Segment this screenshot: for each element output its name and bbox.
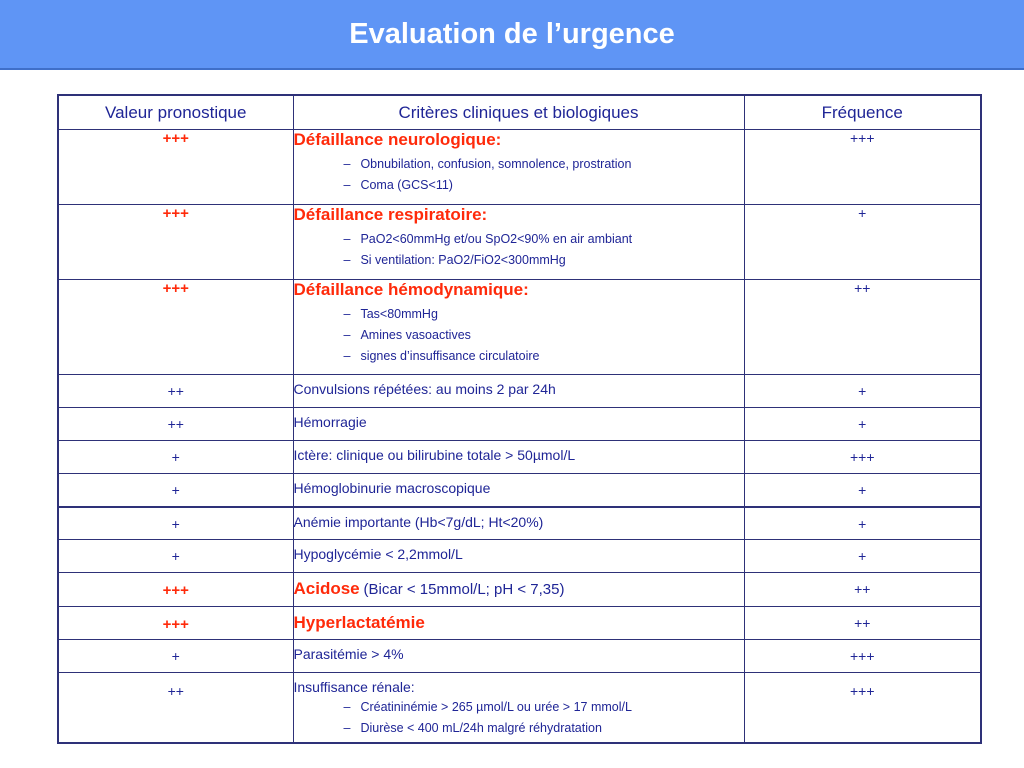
criterion-title: Insuffisance rénale:: [293, 679, 415, 695]
table-row: [58, 474, 981, 507]
level-cell: +++: [58, 205, 293, 280]
criterion-cell: Ictère: clinique ou bilirubine totale > 50µmol/L: [293, 441, 744, 474]
criterion-cell: Parasitémie > 4%: [293, 640, 744, 673]
urgency-table: [57, 94, 982, 744]
header-frequency: Fréquence: [744, 95, 981, 130]
detail-item: – Si ventilation: PaO2/FiO2<300mmHg: [344, 250, 744, 271]
table-row: [58, 408, 981, 441]
table-row: [58, 205, 981, 280]
header-criteria: Critères cliniques et biologiques: [293, 95, 744, 130]
table-row: [58, 130, 981, 205]
criterion-cell: [293, 280, 744, 375]
level-cell: +++: [58, 607, 293, 640]
table-row: [58, 673, 981, 743]
header-prognostic-value: Valeur pronostique: [58, 95, 293, 130]
criterion-cell: [293, 205, 744, 280]
detail-item: – Créatininémie > 265 µmol/L ou urée > 17 mmol/L: [344, 697, 744, 718]
criterion-cell: Hémorragie: [293, 408, 744, 441]
level-cell: +++: [58, 573, 293, 607]
table-row: [58, 280, 981, 375]
frequency-cell: ++: [744, 607, 981, 640]
criterion-title: Acidose: [293, 579, 360, 598]
criterion-title: Défaillance hémodynamique:: [293, 280, 529, 299]
criterion-details: [294, 697, 744, 739]
table-row: [58, 607, 981, 640]
table-row: [58, 540, 981, 573]
level-cell: +++: [58, 280, 293, 375]
frequency-cell: +: [744, 375, 981, 408]
level-cell: +: [58, 474, 293, 507]
frequency-cell: +: [744, 474, 981, 507]
criterion-note: (Bicar < 15mmol/L; pH < 7,35): [363, 581, 565, 598]
frequency-cell: +++: [744, 673, 981, 743]
title-bar: [0, 0, 1024, 70]
frequency-cell: +++: [744, 640, 981, 673]
table-header-row: [58, 95, 981, 130]
detail-item: – Coma (GCS<11): [344, 175, 744, 196]
level-cell: +++: [58, 130, 293, 205]
detail-item: – Diurèse < 400 mL/24h malgré réhydratation: [344, 718, 744, 739]
frequency-cell: +: [744, 205, 981, 280]
table-row: [58, 441, 981, 474]
level-cell: ++: [58, 673, 293, 743]
detail-item: – Amines vasoactives: [344, 325, 744, 346]
level-cell: ++: [58, 375, 293, 408]
criterion-cell: [293, 573, 744, 607]
criterion-details: [294, 229, 744, 271]
frequency-cell: +++: [744, 441, 981, 474]
table-row: [58, 573, 981, 607]
criterion-cell: Convulsions répétées: au moins 2 par 24h: [293, 375, 744, 408]
level-cell: +: [58, 640, 293, 673]
criterion-cell: [293, 130, 744, 205]
level-cell: ++: [58, 408, 293, 441]
criterion-details: [294, 154, 744, 196]
frequency-cell: +: [744, 408, 981, 441]
criterion-cell: Hémoglobinurie macroscopique: [293, 474, 744, 507]
criterion-details: [294, 304, 744, 367]
criterion-title: Défaillance neurologique:: [293, 130, 502, 149]
table-row: [58, 640, 981, 673]
detail-item: – Tas<80mmHg: [344, 304, 744, 325]
detail-item: – signes d’insuffisance circulatoire: [344, 346, 744, 367]
frequency-cell: +: [744, 507, 981, 540]
criterion-cell: [293, 673, 744, 743]
criterion-title: Défaillance respiratoire:: [293, 205, 488, 224]
frequency-cell: ++: [744, 573, 981, 607]
frequency-cell: +: [744, 540, 981, 573]
level-cell: +: [58, 507, 293, 540]
criterion-cell: Hypoglycémie < 2,2mmol/L: [293, 540, 744, 573]
detail-item: – PaO2<60mmHg et/ou SpO2<90% en air ambiant: [344, 229, 744, 250]
criterion-cell: Anémie importante (Hb<7g/dL; Ht<20%): [293, 507, 744, 540]
frequency-cell: ++: [744, 280, 981, 375]
table-row: [58, 507, 981, 540]
page-title: Evaluation de l’urgence: [349, 17, 675, 50]
frequency-cell: +++: [744, 130, 981, 205]
level-cell: +: [58, 441, 293, 474]
level-cell: +: [58, 540, 293, 573]
table-row: [58, 375, 981, 408]
criterion-cell: [293, 607, 744, 640]
detail-item: – Obnubilation, confusion, somnolence, prostration: [344, 154, 744, 175]
criterion-title: Hyperlactatémie: [293, 613, 425, 632]
